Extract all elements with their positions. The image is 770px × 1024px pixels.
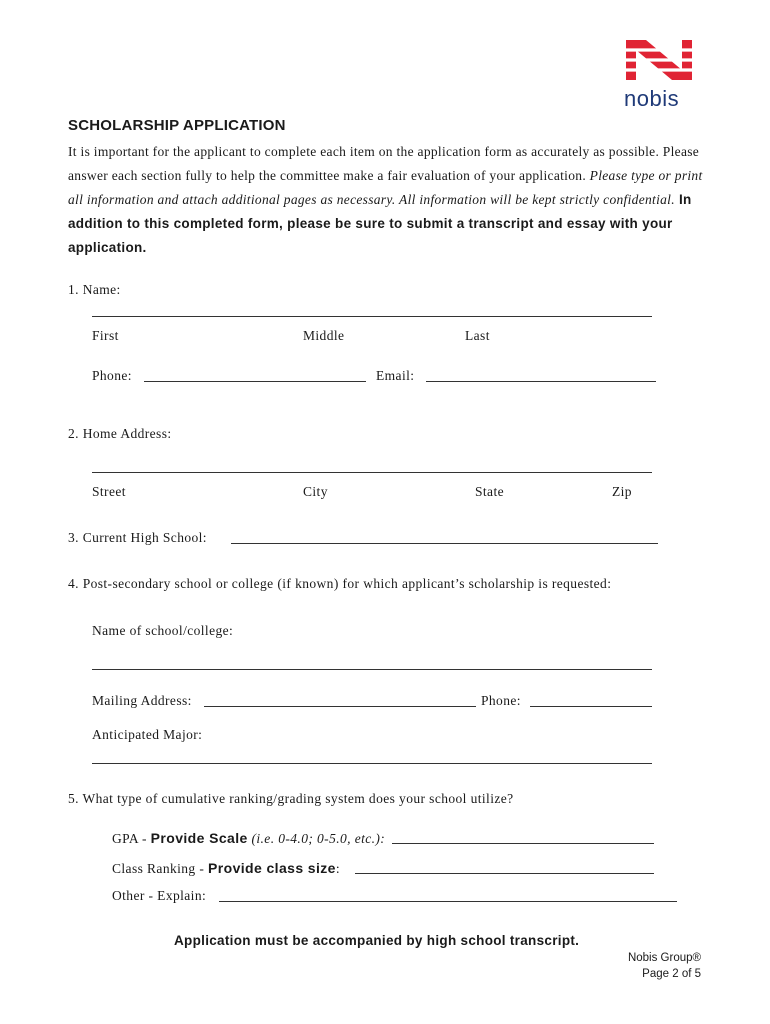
street-label: Street bbox=[92, 484, 126, 499]
major-field[interactable] bbox=[92, 763, 652, 764]
address-field[interactable] bbox=[92, 472, 652, 473]
gpa-field[interactable] bbox=[392, 843, 654, 844]
other-label: Other - Explain: bbox=[112, 888, 207, 903]
q1-label: 1. Name: bbox=[68, 282, 121, 297]
intro-bold: In addition to this completed form, please be sure to submit a transcript and essay with your application. bbox=[68, 192, 692, 255]
class-ranking-field[interactable] bbox=[355, 873, 654, 874]
company-name: Nobis Group® bbox=[627, 952, 701, 964]
last-label: Last bbox=[465, 328, 490, 343]
zip-label: Zip bbox=[612, 484, 632, 499]
college-phone-label: Phone: bbox=[481, 693, 521, 708]
college-phone-field[interactable] bbox=[530, 706, 652, 707]
page-title: SCHOLARSHIP APPLICATION bbox=[68, 117, 286, 134]
email-label: Email: bbox=[376, 368, 415, 383]
footer-brand bbox=[628, 950, 701, 982]
q4-label: 4. Post-secondary school or college (if known) for which applicant’s scholarship is requested: bbox=[68, 576, 612, 591]
transcript-note: Application must be accompanied by high school transcript. bbox=[174, 933, 580, 948]
q3-label: 3. Current High School: bbox=[68, 530, 207, 545]
phone-field[interactable] bbox=[144, 381, 366, 382]
state-label: State bbox=[475, 484, 504, 499]
major-label: Anticipated Major: bbox=[92, 727, 203, 742]
class-ranking-label: Class Ranking - Provide class size: bbox=[112, 860, 341, 876]
mailing-address-label: Mailing Address: bbox=[92, 693, 192, 708]
school-name-label: Name of school/college: bbox=[92, 623, 234, 638]
gpa-label: GPA - Provide Scale (i.e. 0-4.0; 0-5.0, etc.): bbox=[112, 830, 386, 846]
high-school-field[interactable] bbox=[231, 543, 658, 544]
nobis-logo-icon bbox=[624, 38, 694, 82]
page-number: Page 2 of 5 bbox=[642, 968, 701, 980]
first-label: First bbox=[92, 328, 119, 343]
city-label: City bbox=[303, 484, 328, 499]
middle-label: Middle bbox=[303, 328, 345, 343]
intro-paragraph bbox=[68, 140, 708, 260]
other-explain-field[interactable] bbox=[219, 901, 677, 902]
name-field[interactable] bbox=[92, 316, 652, 317]
logo-wordmark: nobis bbox=[624, 86, 680, 111]
q5-label: 5. What type of cumulative ranking/grading system does your school utilize? bbox=[68, 791, 514, 806]
intro-italic: Please type or print all information and attach additional pages as necessary. All information will be kept strictly confidential. bbox=[68, 168, 703, 207]
intro-normal: It is important for the applicant to complete each item on the application form as accurately as possible. Please answer each section fully to help the committee make a fair evaluation of your application. bbox=[68, 144, 700, 183]
phone-label: Phone: bbox=[92, 368, 132, 383]
mailing-address-field[interactable] bbox=[204, 706, 476, 707]
school-name-field[interactable] bbox=[92, 669, 652, 670]
email-field[interactable] bbox=[426, 381, 656, 382]
q2-label: 2. Home Address: bbox=[68, 426, 172, 441]
